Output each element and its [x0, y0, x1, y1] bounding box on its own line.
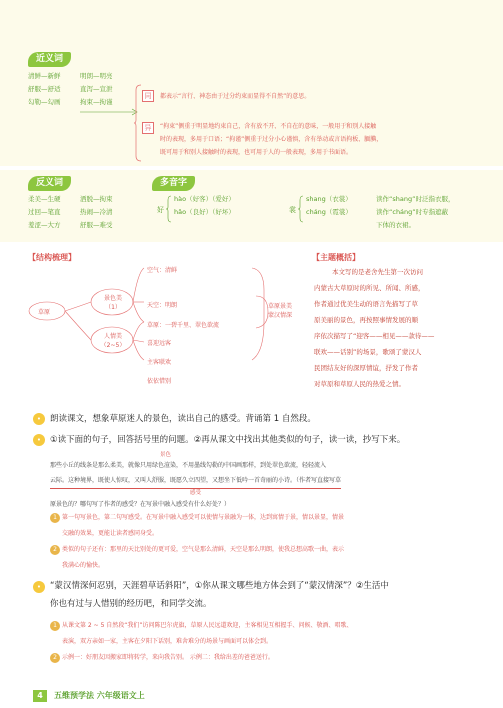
hao-readings	[174, 193, 235, 219]
yi-text	[160, 120, 490, 159]
antonyms-col1	[28, 193, 61, 232]
q2-text: ①读下面的句子，回答括号里的问题。②再从课文中找出其他类似的句子，读一读，抄写下来。	[50, 435, 406, 445]
chang-note	[376, 193, 454, 232]
annotation-feeling: 感受	[190, 490, 202, 496]
q2-answers	[50, 510, 495, 574]
polyphonic-tag: 多音字	[152, 176, 195, 191]
top-band	[0, 0, 503, 44]
theme-line: 本文写的是老舍先生第一次访问	[332, 268, 423, 276]
antonyms-tag: 反义词	[28, 176, 71, 191]
answer-num-1-icon: 1	[50, 621, 60, 631]
hao-reading: hǎo（良好）（好坏）	[174, 208, 235, 216]
theme-line: 民团结友好的深厚情谊，抒发了作者	[314, 364, 418, 372]
chang-char: 裳	[289, 206, 296, 214]
page-number: 4	[33, 690, 47, 702]
answer-num-2-icon: 2	[50, 653, 60, 663]
synonym-pair: 直泻—宣泄	[80, 85, 113, 93]
footer-title: 五维预学法 六年级语文上	[54, 691, 145, 700]
answer-line: 第一句写景色，第二句写感受。在写景中融入感受可以使情与景融为一体，达到寓情于景，情以景显，情景	[62, 514, 345, 521]
hao-brace-icon	[166, 195, 172, 223]
branch2-num: （2~5）	[100, 342, 126, 349]
chang-note-line: 读作“cháng”时专指遮蔽	[376, 208, 449, 216]
q3-text	[50, 577, 500, 613]
branch1-num: （1）	[105, 304, 121, 311]
conclusion-line: 蒙汉情深	[268, 312, 293, 319]
theme-title: 【主题概括】	[312, 253, 360, 262]
question-icon: •	[33, 413, 45, 425]
answer-num-2-icon: 2	[50, 545, 60, 555]
antonym-pair: 洒脱—拘束	[80, 195, 113, 203]
chang-note-line: 下体的衣裙。	[376, 221, 415, 229]
hao-char: 好	[157, 206, 164, 214]
yi-line: “拘束”侧重于明显地约束自己，含有放不开、不自在的意味，一般用于和别人接触	[160, 123, 377, 130]
q1-text: 朗读课文，想象草原迷人的景色，读出自己的感受。背诵第 1 自然段。	[50, 414, 316, 424]
synonym-pair: 清鲜—新鲜	[28, 72, 61, 80]
branch1-item: 草原：一碧千里、翠色欲流	[147, 322, 220, 329]
theme-line: 原美丽的景色，再按照事情发展的顺	[314, 316, 418, 324]
answer-line: 交融的效果，更能让读者感同身受。	[62, 530, 159, 537]
synonyms-tag: 近义词	[28, 52, 71, 67]
structure-root: 草原	[38, 309, 51, 316]
branch1-label: 景色美	[103, 295, 122, 302]
conclusion-line: 草原景美	[268, 303, 293, 310]
answer-line: 类似的句子还有：那里的天比别处的更可爱，空气是那么清鲜，天空是那么明朗，使我总想高歌一曲，表示	[62, 546, 345, 553]
antonym-pair: 热闹—冷清	[80, 208, 113, 216]
antonym-pair: 羞涩—大方	[28, 221, 61, 229]
yi-label: 异	[142, 122, 154, 134]
annotation-scenery: 景色	[160, 452, 172, 458]
branch1-node	[99, 293, 127, 311]
answer-line: 表演，双方亲如一家，主客在夕阳下话别，难舍难分的场景与画面可以体会到。	[62, 638, 273, 645]
branch2-node	[99, 331, 127, 349]
passage-line: 那些小丘的线条是那么柔美，就像只用绿色渲染，不用墨线勾勒的中国画那样，到处翠色欲流，轻轻流入	[50, 462, 327, 469]
branch2-label: 人情美	[103, 333, 122, 340]
structure-conclusion	[268, 301, 292, 319]
tong-label: 同	[142, 90, 154, 102]
theme-line: 序依次描写了“迎客——相见——款待——	[314, 332, 435, 340]
bracket-icon	[134, 84, 142, 162]
synonyms-col2	[80, 70, 113, 109]
theme-body	[314, 264, 494, 392]
answer-line: 从课文第 2 ~ 5 自然段“我们”访问陈巴尔虎旗，草原人民远道欢迎，主客相见互相握手、问候、敬酒、唱歌、	[62, 622, 353, 629]
synonym-pair: 舒服—舒适	[28, 85, 61, 93]
chang-brace-icon	[298, 195, 304, 223]
branch2-item: 主客联欢	[147, 359, 172, 366]
antonym-pair: 舒服—难受	[80, 221, 113, 229]
structure-title: 【结构梳理】	[28, 253, 76, 262]
branch2-item: 喜迎远客	[147, 340, 172, 347]
answer-line: 示例一：好朋友因搬家即将转学，来向我告别。 示例二：我给出差的爸爸送行。	[62, 654, 274, 661]
answer-num-1-icon: 1	[50, 513, 60, 523]
branch2-item: 依依惜别	[147, 378, 172, 385]
theme-line: 联欢——话别”的场景，歌颂了蒙汉人	[314, 348, 422, 356]
synonym-pair: 明朗—明亮	[80, 72, 113, 80]
theme-line: 对草原和草原人民的热爱之情。	[314, 380, 405, 388]
antonym-pair: 过回—笔直	[28, 208, 61, 216]
q3-line: “蒙汉情深何忍别，天涯碧草话斜阳”，①你从课文哪些地方体会到了“蒙汉情深”？②生活中	[50, 581, 389, 591]
question-icon: •	[33, 581, 45, 593]
theme-line: 内蒙古大草原时的所见、所闻、所感，	[314, 284, 425, 292]
synonym-pair: 勾勒—勾画	[28, 98, 61, 106]
theme-line: 作者通过优美生动的语言先描写了草	[314, 300, 418, 308]
chang-reading: shang（衣裳）	[306, 195, 352, 203]
passage-line: 原景色的？哪句写了作者的感受？在写景中融入感受有什么好处？）	[50, 501, 231, 508]
antonym-pair: 柔美—生硬	[28, 195, 61, 203]
branch1-item: 天空：明朗	[147, 302, 178, 309]
question-icon: •	[33, 434, 45, 446]
q3-line: 你也有过与人惜别的经历吧，和同学交流。	[50, 599, 212, 609]
answer-line: 我满心的愉快。	[62, 562, 105, 569]
q2-passage	[50, 458, 495, 512]
chang-reading: cháng（霓裳）	[306, 208, 352, 216]
branch1-item: 空气：清鲜	[147, 267, 178, 274]
chang-readings	[306, 193, 352, 219]
passage-line: 云际。这种境界，既使人惊叹，又叫人舒服，既愿久立四望，又想坐下低吟一首奇丽的小诗。（作者写直接写草	[50, 473, 341, 489]
tong-text: 都表示“言行、神态由于过分约束而显得不自然”的意思。	[160, 93, 311, 100]
synonym-arrow-icon	[80, 108, 140, 116]
synonyms-col1	[28, 70, 61, 109]
yi-line: 时的表现，多用于口语；“拘谨”侧重于过分小心谨慎，含有举动或言语拘板、腼腆，	[160, 136, 383, 143]
yi-line: 既可用于和别人接触时的表现，也可用于人的一般表现，多用于书面语。	[160, 149, 353, 156]
antonyms-col2	[80, 193, 113, 232]
q3-answers	[50, 618, 495, 666]
synonym-pair: 拘束—拘谨	[80, 98, 113, 106]
hao-reading: hào（好客）（爱好）	[174, 195, 235, 203]
chang-note-line: 读作“shang”时泛指衣服，	[376, 195, 455, 203]
